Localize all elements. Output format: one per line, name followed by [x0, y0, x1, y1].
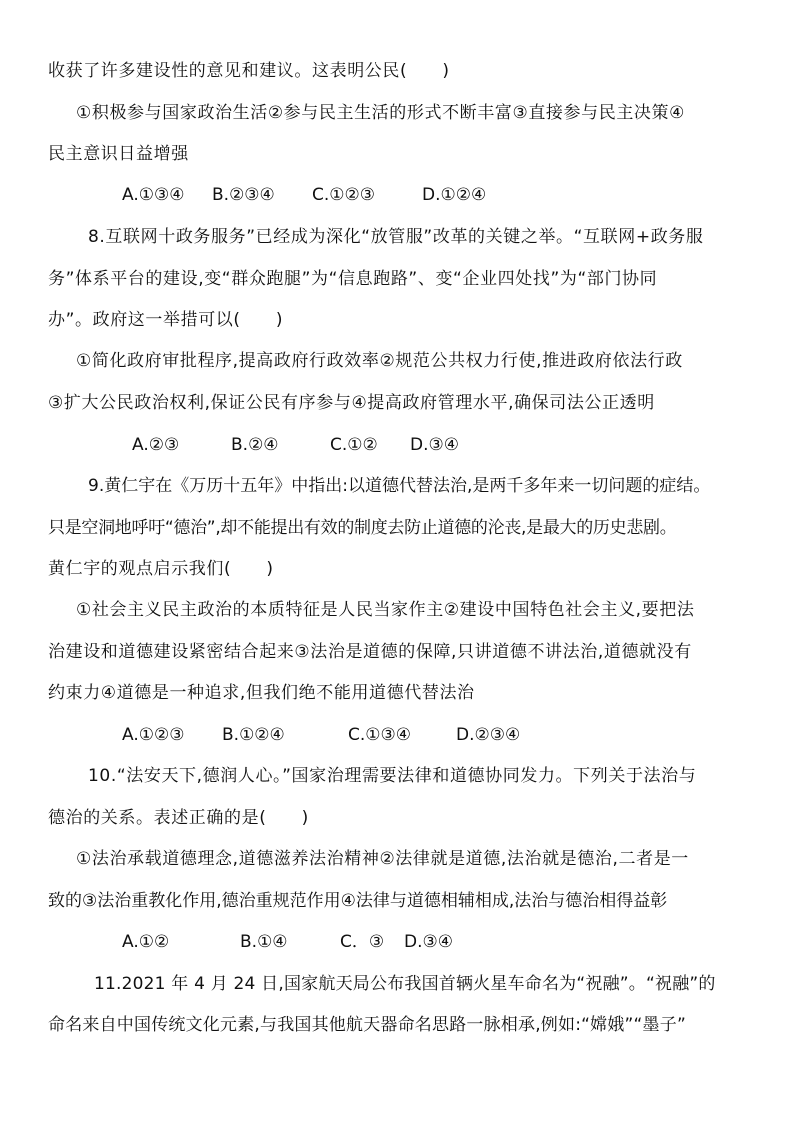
- q8-stem-line1: 8.互联网十政务服务”已经成为深化“放管服”改革的关键之举。“互联网+政务服: [88, 227, 704, 247]
- q10-option-d: D.③④: [404, 932, 453, 952]
- q9-option-d: D.②③④: [456, 725, 521, 745]
- q8-stem-line3: 办”。政府这一举措可以( ): [48, 310, 284, 330]
- q10-option-b: B.①④: [240, 932, 288, 952]
- q7-stem-tail: 收获了许多建设性的意见和建议。这表明公民( ): [48, 61, 450, 81]
- q7-statements-line1: ①积极参与国家政治生活②参与民主生活的形式不断丰富③直接参与民主决策④: [76, 103, 685, 123]
- q10-stem-line2: 德治的关系。表述正确的是( ): [48, 808, 309, 828]
- q9-statements-line1: ①社会主义民主政治的本质特征是人民当家作主②建设中国特色社会主义,要把法: [76, 600, 695, 620]
- q8-stem-line2: 务”体系平台的建设,变“群众跑腿”为“信息跑路”、变“企业四处找”为“部门协同: [48, 269, 658, 289]
- q11-stem-line1: 11.2021 年 4 月 24 日,国家航天局公布我国首辆火星车命名为“祝融”。“祝融”的: [94, 974, 716, 994]
- q8-option-d: D.③④: [410, 435, 459, 455]
- q10-option-c: C．③: [340, 932, 385, 952]
- q7-statements-line2: 民主意识日益增强: [48, 144, 189, 164]
- q11-stem-line2: 命名来自中国传统文化元素,与我国其他航天器命名思路一脉相承,例如:“嫦娥”“墨子”: [48, 1015, 686, 1035]
- q8-option-c: C.①②: [330, 435, 378, 455]
- q7-option-b: B.②③④: [212, 185, 275, 205]
- q7-option-a: A.①③④: [122, 185, 185, 205]
- q8-option-a: A.②③: [132, 435, 180, 455]
- q8-statements-line2: ③扩大公民政治权利,保证公民有序参与④提高政府管理水平,确保司法公正透明: [48, 393, 655, 413]
- q10-statements-line1: ①法治承载道德理念,道德滋养法治精神②法律就是道德,法治就是德治,二者是一: [76, 849, 689, 869]
- q9-stem-line2: 只是空洞地呼吁“德治”,却不能提出有效的制度去防止道德的沦丧,是最大的历史悲剧。: [48, 518, 677, 538]
- q8-statements-line1: ①简化政府审批程序,提高政府行政效率②规范公共权力行使,推进政府依法行政: [76, 351, 683, 371]
- q9-option-c: C.①③④: [348, 725, 411, 745]
- q10-option-a: A.①②: [122, 932, 170, 952]
- q9-stem-line3: 黄仁宇的观点启示我们( ): [48, 559, 274, 579]
- q9-stem-line1: 9.黄仁宇在《万历十五年》中指出:以道德代替法治,是两千多年来一切问题的症结。: [88, 476, 711, 496]
- q9-statements-line2: 治建设和道德建设紧密结合起来③法治是道德的保障,只讲道德不讲法治,道德就没有: [48, 642, 692, 662]
- q9-option-a: A.①②③: [122, 725, 185, 745]
- q9-option-b: B.①②④: [222, 725, 285, 745]
- q10-stem-line1: 10.“法安天下,德润人心。”国家治理需要法律和道德协同发力。下列关于法治与: [88, 766, 697, 786]
- q7-option-d: D.①②④: [422, 185, 487, 205]
- q9-statements-line3: 约束力④道德是一种追求,但我们绝不能用道德代替法治: [48, 683, 475, 703]
- q7-option-c: C.①②③: [312, 185, 375, 205]
- q10-statements-line2: 致的③法治重教化作用,德治重规范作用④法律与道德相辅相成,法治与德治相得益彰: [48, 891, 668, 911]
- q8-option-b: B.②④: [231, 435, 279, 455]
